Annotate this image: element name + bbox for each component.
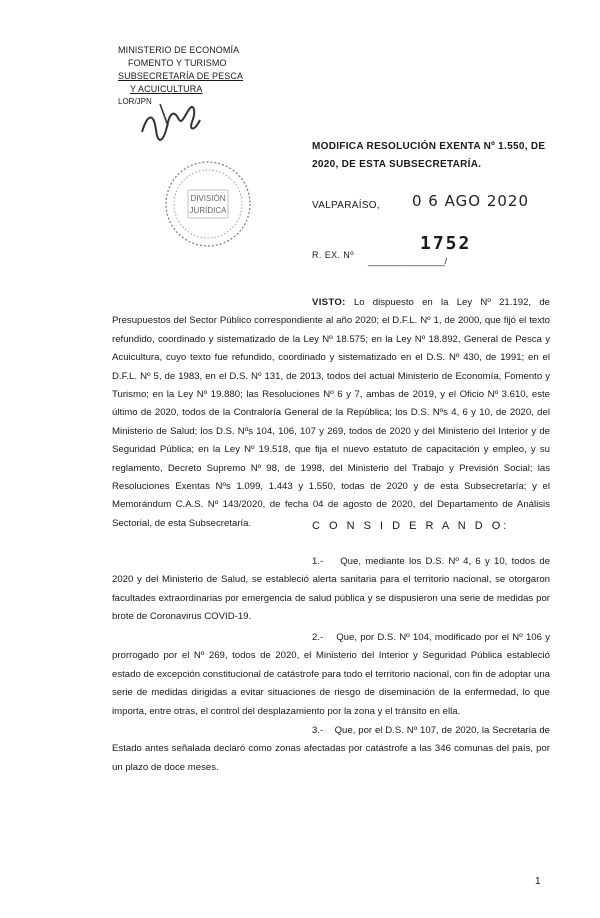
considerando-item-1 — [112, 553, 550, 627]
item-text: Que, por el D.S. Nº 107, de 2020, la Secretaría de Estado antes señalada declaró como zonas afectadas por catástrofe a las 346 comunas del país, por un plazo de doce meses. — [112, 725, 551, 773]
header-line-3: SUBSECRETARÍA DE PESCA — [118, 71, 244, 81]
item-number: 3.- — [312, 725, 324, 736]
visto-text: Lo dispuesto en la Ley Nº 21.192, de Presupuestos del Sector Público correspondiente al año 2020; el D.F.L. Nº 1, de 2000, que fijó el texto refundido, coordinado y sistematizado de la Ley Nº 18.575; en la Ley Nº 18.892, General de Pesca y Acuicultura, cuyo texto fue refundido, coordinado y sistematizado en el D.S. Nº 430, de 1991; en el D.F.L. Nº 5, de 1983, en el D.S. Nº 131, de 2013, todos del actual Ministerio de Economía, Fomento y Turismo; en la Ley Nº 19.880; las Resoluciones Nº 6 y 7, ambas de 2019, y el Oficio Nº 3.610, este último de 2020, todos de la Contraloría General de la República; los D.S. Nºs 4, 6 y 10, de 2020, del Ministerio de Salud; los D.S. Nºs 104, 106, 107 y 269, todos de 2020 y del Ministerio del Interior y de Seguridad Pública; en la Ley Nº 19.518, que fija el nuevo estatuto de capacitación y empleo, y su reglamento, Decreto Supremo Nº 98, de 1998, del Ministerio del Trabajo y Previsión Social; las Resoluciones Exentas Nºs 1.099, 1.443 y 1.550, todas de 2020 y de esta Subsecretaría; y el Memorándum C.A.S. Nº 143/2020, de fecha 04 de agosto de 2020, del Departamento de Análisis Sectorial, de esta Subsecretaría. — [112, 297, 550, 529]
visto-paragraph — [112, 294, 550, 533]
resolution-underline: _________________/ — [368, 256, 447, 266]
resolution-number: 1752 — [420, 233, 472, 254]
stamp-text-bottom: JURÍDICA — [189, 206, 227, 215]
stamp-text-top: DIVISIÓN — [190, 194, 226, 203]
ministry-header — [118, 44, 318, 96]
division-stamp — [162, 158, 254, 250]
resolution-label: R. EX. Nº — [312, 250, 354, 260]
signature-image — [134, 92, 214, 152]
place: VALPARAÍSO, — [312, 200, 380, 211]
date-stamp: 0 6 AGO 2020 — [412, 192, 529, 210]
item-text: Que, mediante los D.S. Nº 4, 6 y 10, todos de 2020 y del Ministerio de Salud, se estableció alerta sanitaria para el territorio nacional, se otorgaron facultades extraordinarias por emergencia de salud pública y se dispusieron una serie de medidas por brote de Coronavirus COVID-19. — [112, 556, 550, 623]
item-number: 2.- — [312, 632, 324, 643]
header-line-2: FOMENTO Y TURISMO — [128, 58, 227, 68]
considerando-heading: C O N S I D E R A N D O: — [312, 520, 510, 532]
considerando-item-3 — [112, 722, 550, 777]
header-line-1: MINISTERIO DE ECONOMÍA — [118, 45, 240, 55]
initials: LOR/JPN — [118, 97, 152, 106]
page-number: 1 — [535, 876, 541, 887]
visto-label: VISTO: — [312, 297, 346, 308]
considerando-item-2 — [112, 629, 550, 721]
item-number: 1.- — [312, 556, 324, 567]
document-title: MODIFICA RESOLUCIÓN EXENTA Nº 1.550, DE 2020, DE ESTA SUBSECRETARÍA. — [312, 141, 546, 170]
header-line-4: Y ACUICULTURA — [130, 84, 203, 94]
item-text: Que, por D.S. Nº 104, modificado por el Nº 106 y prorrogado por el Nº 269, todos de 2020, el Ministerio del Interior y Seguridad Pública estableció estado de excepción constitucional de catástrofe para todo el territorio nacional, con fin de adoptar una serie de medidas dirigidas a evitar situaciones de riesgo de diseminación de la enfermedad, lo que importa, entre otras, el control del desplazamiento por la zona y el tránsito en ella. — [112, 632, 551, 717]
